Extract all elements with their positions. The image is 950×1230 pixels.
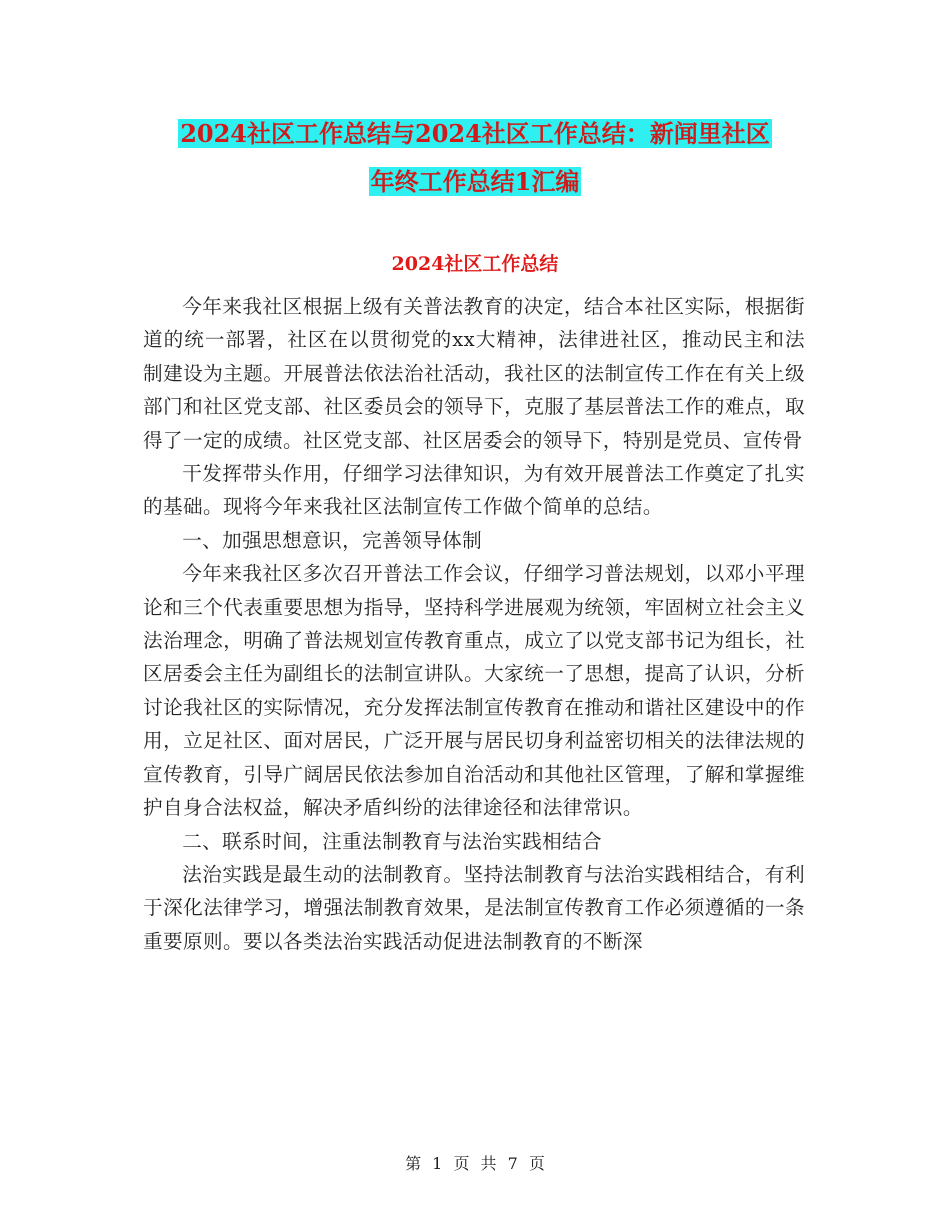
heading-1: 一、加强思想意识，完善领导体制 — [182, 528, 483, 552]
page-footer: 第 1 页 共 7 页 — [405, 1154, 545, 1173]
paragraph-1: 今年来我社区根据上级有关普法教育的决定，结合本社区实际，根据街道的统一部署，社区在以贯彻党的xx大精神，法律进社区，推动民主和法制建设为主题。开展普法依法治社活动，我社区的法制宣传工作在有关上级部门和社区党支部、社区委员会的领导下，克服了基层普法工作的难点，取得了一定的成绩。社区党支部、社区居委会的领导下，特别是党员、宣传骨 — [143, 295, 805, 452]
heading-2: 二、联系时间，注重法制教育与法治实践相结合 — [182, 829, 603, 853]
paragraph-2: 干发挥带头作用，仔细学习法律知识，为有效开展普法工作奠定了扎实的基础。现将今年来我社区法制宣传工作做个简单的总结。 — [143, 462, 805, 519]
section-title: 2024社区工作总结 — [391, 253, 559, 275]
title-line-2: 年终工作总结1汇编 — [370, 167, 580, 196]
paragraph-4: 法治实践是最生动的法制教育。坚持法制教育与法治实践相结合，有利于深化法律学习，增强法制教育效果，是法制宣传教育工作必须遵循的一条重要原则。要以各类法治实践活动促进法制教育的不断深 — [143, 862, 805, 953]
paragraph-3: 今年来我社区多次召开普法工作会议，仔细学习普法规划，以邓小平理论和三个代表重要思想为指导，坚持科学进展观为统领，牢固树立社会主义法治理念，明确了普法规划宣传教育重点，成立了以党支部书记为组长，社区居委会主任为副组长的法制宣讲队。大家统一了思想，提高了认识，分析讨论我社区的实际情况，充分发挥法制宣传教育在推动和谐社区建设中的作用，立足社区、面对居民，广泛开展与居民切身利益密切相关的法律法规的宣传教育，引导广阔居民依法参加自治活动和其他社区管理，了解和掌握维护自身合法权益，解决矛盾纠纷的法律途径和法律常识。 — [143, 562, 805, 820]
title-line-1: 2024社区工作总结与2024社区工作总结：新闻里社区 — [180, 119, 770, 148]
document-title — [0, 110, 950, 206]
document-body — [143, 263, 805, 958]
